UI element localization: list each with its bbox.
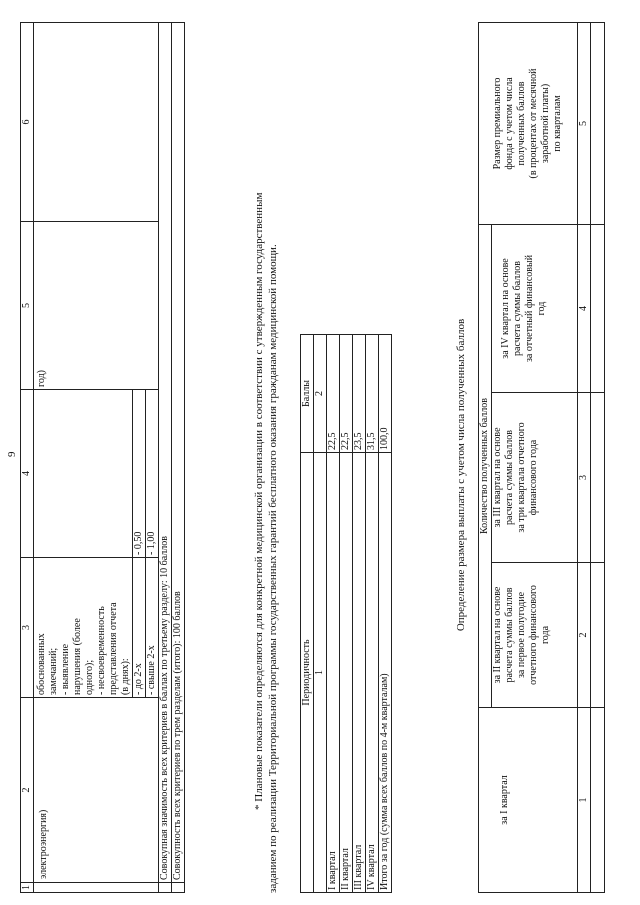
conditions-cell: обоснованных замечаний; - выявление нарушения (более одного); - несвоевременность представления отчета (в днях): - до 2-х - свыше 2-х (34, 558, 159, 698)
table-header-row (301, 335, 314, 893)
page-number: 9 (6, 451, 18, 457)
header-q2: за II квартал на основе расчета суммы баллов за первое полугодие отчетного финансового года (492, 563, 578, 708)
header-points-group: Количество полученных баллов (479, 224, 492, 707)
header-q4: за IV квартал на основе расчета суммы баллов за отчетный финансовый год (492, 224, 578, 392)
table-row (591, 22, 605, 892)
table-row: I квартал 22,5 (327, 335, 340, 893)
criteria-table (20, 22, 185, 893)
col-num-3: 3 (21, 558, 34, 698)
table3-title: Определение размера выплаты с учетом числа полученных баллов (455, 318, 467, 632)
sub-row-label: - свыше 2-х (145, 558, 158, 697)
sub-row-value: - 1,00 (145, 390, 158, 557)
footnote: * Плановые показатели определяются для конкретной медицинской организации в соответствии с утвержденным государственным заданием по реализации Территориальной программы государственных гарантий бесплатного оказания гражданам медицинской помощи. (253, 192, 279, 893)
header-bonus-fund: Размер премиального фонда с учетом числа полученных баллов (в процентах от месячной заработной платы) по кварталам (479, 22, 578, 224)
table-row: II квартал 22,5 (340, 335, 353, 893)
table-number-row: 1 2 3 4 5 (578, 22, 591, 892)
table-row (34, 23, 159, 893)
header-q3: за III квартал на основе расчета суммы баллов за три квартала отчетного финансового года (492, 393, 578, 563)
table-header-row (21, 23, 34, 893)
header-points: Баллы (301, 335, 314, 453)
summary-third-section: Совокупная значимость всех критериев в баллах по третьему разделу: 10 баллов (159, 23, 172, 883)
sub-row-label: - до 2-х (132, 558, 145, 697)
criterion-cell: электроэнергия) (34, 698, 159, 883)
sub-row-value: - 0,50 (132, 390, 145, 557)
table-row: III квартал 23,5 (353, 335, 366, 893)
table-header-row (479, 22, 492, 892)
payment-table (478, 22, 605, 893)
table-number-row: 1 2 (314, 335, 327, 893)
summary-row (172, 23, 185, 893)
col-num-1: 1 (21, 883, 34, 893)
col-num-6: 6 (21, 23, 34, 222)
summary-row (159, 23, 172, 893)
col-num-2: 2 (21, 698, 34, 883)
points-table (300, 334, 392, 893)
summary-total: Совокупность всех критериев по трем разделам (итого): 100 баллов (172, 23, 185, 883)
table-row: Итого за год (сумма всех баллов по 4-м кварталам) 100,0 (379, 335, 392, 893)
header-q1: за I квартал (479, 708, 578, 893)
col-num-5: 5 (21, 222, 34, 390)
period-cell: год) (34, 222, 159, 390)
col-num-4: 4 (21, 390, 34, 558)
table-row: IV квартал 31,5 (366, 335, 379, 893)
value-cell (34, 390, 159, 558)
header-period: Периодичность (301, 453, 314, 893)
